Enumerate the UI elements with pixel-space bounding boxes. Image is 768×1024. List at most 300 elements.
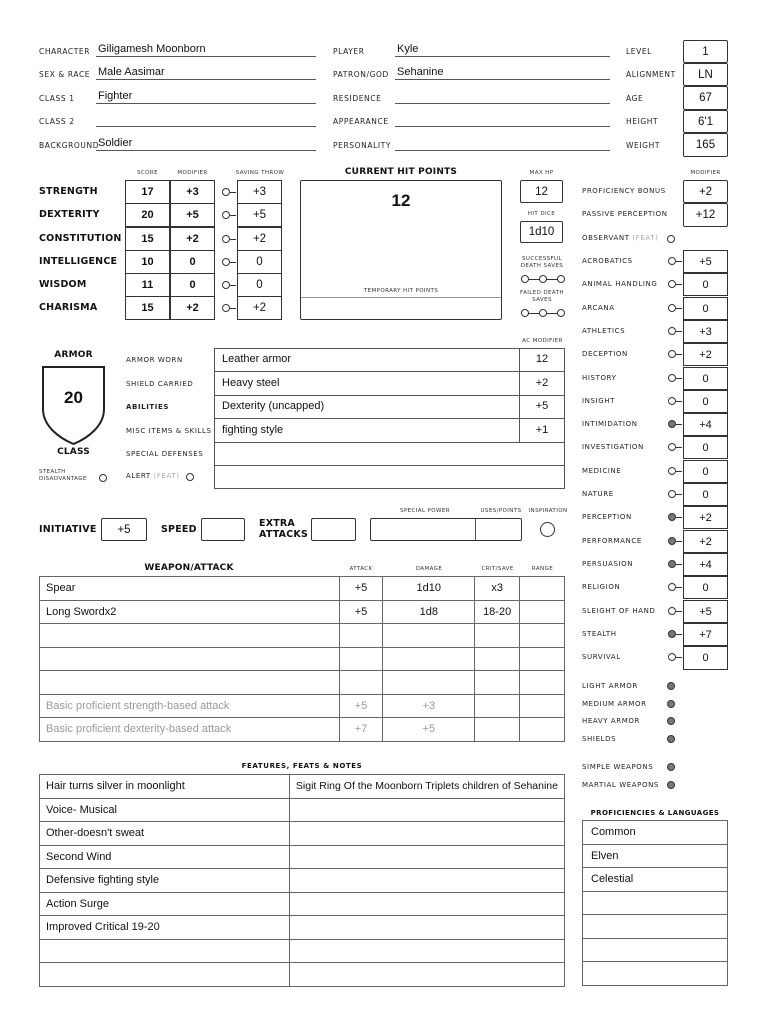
score-header: SCORE <box>137 170 158 176</box>
language-row[interactable] <box>583 844 728 868</box>
skill-row[interactable] <box>582 646 732 669</box>
language-name <box>583 962 728 986</box>
ac-modifier-header: AC MODIFIER <box>522 338 563 344</box>
armor-row-label: ARMOR WORN <box>126 356 183 364</box>
skill-modifier[interactable]: 0 <box>683 436 728 459</box>
armor-row[interactable] <box>214 395 565 419</box>
ability-modifier[interactable]: 0 <box>170 250 215 274</box>
language-row[interactable] <box>583 868 728 892</box>
saving-throw-proficiency-toggle[interactable] <box>222 235 230 243</box>
right-modifier-header: MODIFIER <box>690 170 721 176</box>
ability-score[interactable]: 17 <box>125 180 170 204</box>
range-header: RANGE <box>531 566 554 572</box>
armor-row[interactable] <box>214 442 565 466</box>
ability-modifier[interactable]: +5 <box>170 203 215 227</box>
weapon-row[interactable] <box>40 600 565 624</box>
sex-race-label: SEX & RACE <box>39 70 91 79</box>
weapon-range <box>520 671 565 695</box>
height-field[interactable]: 6'1 <box>683 110 728 133</box>
weapon-name: Basic proficient strength-based attack <box>40 694 340 718</box>
saving-throw-value[interactable]: +3 <box>237 180 282 204</box>
weapon-name <box>40 624 340 648</box>
feature-right <box>289 798 564 822</box>
damage-header: DAMAGE <box>415 566 443 572</box>
ability-modifier[interactable]: +2 <box>170 296 215 320</box>
failed-save-1[interactable] <box>521 309 529 317</box>
feature-row[interactable] <box>40 822 565 846</box>
saving-throw-proficiency-toggle[interactable] <box>222 188 230 196</box>
personality-field[interactable] <box>395 137 610 151</box>
armor-row-modifier: 12 <box>535 353 549 365</box>
feature-left: Second Wind <box>40 845 290 869</box>
weapon-proficiency-toggle[interactable] <box>667 763 675 771</box>
skill-connector <box>676 657 682 658</box>
armor-row-value: Heavy steel <box>222 377 280 389</box>
weapon-attack <box>339 671 383 695</box>
feature-right <box>289 822 564 846</box>
alignment-label: ALIGNMENT <box>626 70 676 79</box>
skill-connector <box>676 447 682 448</box>
saving-throw-connector <box>230 239 236 240</box>
skill-modifier[interactable]: 0 <box>683 483 728 506</box>
alert-feat-toggle[interactable] <box>186 473 194 481</box>
success-save-1[interactable] <box>521 275 529 283</box>
skill-row[interactable] <box>582 530 732 553</box>
ability-score[interactable]: 10 <box>125 250 170 274</box>
weapon-attack: +5 <box>339 577 383 601</box>
age-label: AGE <box>626 94 644 103</box>
skill-row[interactable] <box>582 273 732 296</box>
weapon-damage <box>383 647 475 671</box>
alignment-field[interactable]: LN <box>683 63 728 86</box>
skill-name: ARCANA <box>582 304 615 312</box>
feature-left: Improved Critical 19-20 <box>40 916 290 940</box>
armor-proficiency-label: SHIELDS <box>582 735 617 743</box>
language-row[interactable] <box>583 938 728 962</box>
armor-row-modifier: +5 <box>535 400 549 412</box>
skill-row[interactable] <box>582 320 732 343</box>
skill-name: INSIGHT <box>582 397 615 405</box>
weapon-row[interactable] <box>40 577 565 601</box>
feature-left <box>40 939 290 963</box>
feature-left: Other-doesn't sweat <box>40 822 290 846</box>
armor-proficiency-toggle[interactable] <box>667 700 675 708</box>
skill-connector <box>676 634 682 635</box>
weapon-proficiency-label: MARTIAL WEAPONS <box>582 781 659 789</box>
weapon-proficiency-toggle[interactable] <box>667 781 675 789</box>
skill-proficiency-toggle[interactable] <box>668 653 676 661</box>
skill-modifier[interactable]: 0 <box>683 297 728 320</box>
failed-saves-track[interactable] <box>521 309 565 319</box>
weapon-attack <box>339 624 383 648</box>
ability-score[interactable]: 15 <box>125 227 170 251</box>
success-save-2[interactable] <box>539 275 547 283</box>
skill-connector <box>676 611 682 612</box>
armor-row-modifier: +1 <box>535 424 549 436</box>
weapon-name <box>40 647 340 671</box>
skill-row[interactable] <box>582 553 732 576</box>
alert-feat-tag: (FEAT) <box>153 472 180 480</box>
ability-modifier[interactable]: 0 <box>170 273 215 297</box>
skill-modifier[interactable]: 0 <box>683 646 728 670</box>
feature-left: Voice- Musical <box>40 798 290 822</box>
skill-connector <box>676 261 682 262</box>
skill-row[interactable] <box>582 576 732 599</box>
skill-proficiency-toggle[interactable] <box>668 443 676 451</box>
saving-throw-connector <box>230 308 236 309</box>
class2-field[interactable] <box>96 113 316 127</box>
skill-proficiency-toggle[interactable] <box>668 304 676 312</box>
skill-connector <box>676 354 682 355</box>
saving-throw-proficiency-toggle[interactable] <box>222 258 230 266</box>
residence-label: RESIDENCE <box>333 94 382 103</box>
saving-throw-connector <box>230 285 236 286</box>
class1-label: CLASS 1 <box>39 94 75 103</box>
language-name: Celestial <box>583 868 728 892</box>
saving-throw-proficiency-toggle[interactable] <box>222 304 230 312</box>
observant-feat-toggle[interactable] <box>667 235 675 243</box>
weapon-crit <box>475 624 520 648</box>
weapon-row[interactable] <box>40 624 565 648</box>
ability-name: WISDOM <box>39 279 87 290</box>
skill-row[interactable] <box>582 460 732 483</box>
saving-throw-proficiency-toggle[interactable] <box>222 281 230 289</box>
success-saves-track[interactable] <box>521 275 565 285</box>
skill-name: ACROBATICS <box>582 257 633 265</box>
alert-label <box>126 472 180 480</box>
language-row[interactable] <box>583 891 728 915</box>
proficiency-bonus-label: PROFICIENCY BONUS <box>582 187 666 195</box>
armor-row-value: fighting style <box>222 424 284 436</box>
player-field[interactable]: Kyle <box>395 43 610 57</box>
skill-modifier[interactable]: 0 <box>683 390 728 413</box>
language-name <box>583 938 728 962</box>
weapon-damage: 1d8 <box>383 600 475 624</box>
armor-proficiency-label: LIGHT ARMOR <box>582 682 638 690</box>
observant-feat-tag: (FEAT) <box>632 234 659 242</box>
weapon-row[interactable] <box>40 694 565 718</box>
age-field[interactable]: 67 <box>683 86 728 110</box>
languages-title: PROFICIENCIES & LANGUAGES <box>590 809 720 817</box>
ability-modifier[interactable]: +2 <box>170 227 215 251</box>
character-label: CHARACTER <box>39 47 91 56</box>
weapon-damage: 1d10 <box>383 577 475 601</box>
feature-right: Sigit Ring Of the Moonborn Triplets children of Sehanine <box>289 775 564 799</box>
weapon-attack: +7 <box>339 718 383 742</box>
player-label: PLAYER <box>333 47 365 56</box>
background-field[interactable]: Soldier <box>96 137 316 151</box>
class2-label: CLASS 2 <box>39 117 75 126</box>
ability-name: INTELLIGENCE <box>39 256 118 267</box>
inspiration-toggle[interactable] <box>540 522 555 537</box>
temp-hp-label: TEMPORARY HIT POINTS <box>363 288 439 294</box>
skill-proficiency-toggle[interactable] <box>668 374 676 382</box>
skill-row[interactable] <box>582 436 732 459</box>
language-name <box>583 915 728 939</box>
armor-row-label: SPECIAL DEFENSES <box>126 450 204 458</box>
skill-name: HISTORY <box>582 374 617 382</box>
skill-connector <box>676 378 682 379</box>
weapon-crit <box>475 694 520 718</box>
language-row[interactable] <box>583 962 728 986</box>
armor-row[interactable] <box>214 372 565 396</box>
skill-modifier[interactable]: 0 <box>683 367 728 390</box>
skill-proficiency-toggle[interactable] <box>668 607 676 615</box>
armor-row-blank[interactable] <box>214 465 565 489</box>
armor-proficiency-toggle[interactable] <box>667 717 675 725</box>
saving-throw-value[interactable]: +2 <box>237 227 282 251</box>
skill-modifier[interactable]: 0 <box>683 576 728 599</box>
ability-score[interactable]: 20 <box>125 203 170 227</box>
ability-modifier[interactable]: +3 <box>170 180 215 204</box>
level-label: LEVEL <box>626 47 652 56</box>
stealth-disadvantage-toggle[interactable] <box>99 474 107 482</box>
personality-label: PERSONALITY <box>333 141 392 150</box>
skill-proficiency-toggle[interactable] <box>668 537 676 545</box>
armor-row-label: MISC ITEMS & SKILLS <box>126 427 212 435</box>
weapon-name: Spear <box>40 577 340 601</box>
skill-row[interactable] <box>582 483 732 506</box>
feature-row[interactable] <box>40 869 565 893</box>
skill-modifier[interactable]: 0 <box>683 273 728 296</box>
skill-proficiency-toggle[interactable] <box>668 513 676 521</box>
weapon-attack <box>339 647 383 671</box>
saving-throw-connector <box>230 262 236 263</box>
skill-connector <box>676 401 682 402</box>
hit-dice-field[interactable]: 1d10 <box>520 221 563 243</box>
feature-row[interactable] <box>40 939 565 963</box>
skill-name: NATURE <box>582 490 614 498</box>
passive-perception-field[interactable]: +12 <box>683 203 728 227</box>
skill-connector <box>676 424 682 425</box>
skill-row[interactable] <box>582 623 732 646</box>
saving-throw-value[interactable]: 0 <box>237 273 282 297</box>
initiative-label: INITIATIVE <box>39 524 97 535</box>
max-hp-field[interactable]: 12 <box>520 180 563 203</box>
weapon-name <box>40 671 340 695</box>
failed-save-2[interactable] <box>539 309 547 317</box>
skill-connector <box>676 331 682 332</box>
skill-name: ATHLETICS <box>582 327 626 335</box>
armor-row-modifier: +2 <box>535 377 549 389</box>
skill-proficiency-toggle[interactable] <box>668 583 676 591</box>
armor-class-label: CLASS <box>57 447 90 457</box>
skill-proficiency-toggle[interactable] <box>668 350 676 358</box>
weapon-range <box>520 718 565 742</box>
feature-row[interactable] <box>40 963 565 987</box>
skill-connector <box>676 308 682 309</box>
skill-proficiency-toggle[interactable] <box>668 560 676 568</box>
weapon-row[interactable] <box>40 671 565 695</box>
skill-modifier[interactable]: +2 <box>683 530 728 553</box>
appearance-field[interactable] <box>395 113 610 127</box>
appearance-label: APPEARANCE <box>333 117 389 126</box>
language-row[interactable] <box>583 821 728 845</box>
skill-modifier[interactable]: +3 <box>683 320 728 343</box>
feature-row[interactable] <box>40 892 565 916</box>
speed-field[interactable] <box>201 518 245 541</box>
weapon-damage: +3 <box>383 694 475 718</box>
observant-label-text: OBSERVANT <box>582 234 630 242</box>
weapon-row[interactable] <box>40 647 565 671</box>
feature-right <box>289 916 564 940</box>
skill-proficiency-toggle[interactable] <box>668 280 676 288</box>
armor-row[interactable] <box>214 348 565 372</box>
feature-left <box>40 963 290 987</box>
skill-name: PERCEPTION <box>582 513 632 521</box>
saving-throw-value[interactable]: 0 <box>237 250 282 274</box>
armor-row-value: Dexterity (uncapped) <box>222 400 325 412</box>
uses-points-divider <box>475 519 476 540</box>
level-field[interactable]: 1 <box>683 40 728 63</box>
failed-save-3[interactable] <box>557 309 565 317</box>
skill-proficiency-toggle[interactable] <box>668 257 676 265</box>
ability-name: DEXTERITY <box>39 209 100 220</box>
skill-modifier[interactable]: +2 <box>683 506 728 529</box>
extra-attacks-label: EXTRA ATTACKS <box>259 518 308 540</box>
saving-throw-connector <box>230 192 236 193</box>
skill-proficiency-toggle[interactable] <box>668 467 676 475</box>
weapon-range <box>520 624 565 648</box>
skill-connector <box>676 284 682 285</box>
skill-row[interactable] <box>582 413 732 436</box>
weapon-name: Long Swordx2 <box>40 600 340 624</box>
weapon-attack-title: WEAPON/ATTACK <box>144 563 234 573</box>
sex-race-field[interactable]: Male Aasimar <box>96 66 316 80</box>
armor-row[interactable] <box>214 419 565 443</box>
feature-right <box>289 939 564 963</box>
skill-proficiency-toggle[interactable] <box>668 630 676 638</box>
patron-field[interactable]: Sehanine <box>395 66 610 80</box>
saving-throw-value[interactable]: +5 <box>237 203 282 227</box>
ability-name: STRENGTH <box>39 186 98 197</box>
skill-row[interactable] <box>582 297 732 320</box>
success-save-3[interactable] <box>557 275 565 283</box>
skill-name: INVESTIGATION <box>582 443 644 451</box>
ability-name: CHARISMA <box>39 302 98 313</box>
saving-throw-proficiency-toggle[interactable] <box>222 211 230 219</box>
ability-name: CONSTITUTION <box>39 233 122 244</box>
inspiration-label: INSPIRATION <box>528 508 568 514</box>
initiative-field[interactable]: +5 <box>101 518 147 541</box>
skill-row[interactable] <box>582 506 732 529</box>
special-power-label: SPECIAL POWER <box>400 508 450 514</box>
skill-row[interactable] <box>582 600 732 623</box>
current-hp-box[interactable] <box>300 180 502 320</box>
hit-dice-label: HIT DICE <box>527 211 556 217</box>
skill-modifier[interactable]: 0 <box>683 460 728 483</box>
current-hp-value: 12 <box>391 191 411 210</box>
skill-connector <box>676 471 682 472</box>
armor-proficiency-toggle[interactable] <box>667 682 675 690</box>
skill-connector <box>676 587 682 588</box>
weight-label: WEIGHT <box>626 141 660 150</box>
current-hp-title: CURRENT HIT POINTS <box>344 167 458 177</box>
class1-field[interactable]: Fighter <box>96 90 316 104</box>
weapon-crit <box>475 718 520 742</box>
language-row[interactable] <box>583 915 728 939</box>
patron-label: PATRON/GOD <box>333 70 389 79</box>
feature-left: Defensive fighting style <box>40 869 290 893</box>
ability-score[interactable]: 11 <box>125 273 170 297</box>
skill-row[interactable] <box>582 367 732 390</box>
attack-header: ATTACK <box>349 566 373 572</box>
armor-class-value[interactable]: 20 <box>64 388 83 407</box>
residence-field[interactable] <box>395 90 610 104</box>
weapon-crit <box>475 671 520 695</box>
armor-title: ARMOR <box>54 350 93 360</box>
weapon-row[interactable] <box>40 718 565 742</box>
armor-proficiency-toggle[interactable] <box>667 735 675 743</box>
features-table <box>39 774 565 987</box>
character-field[interactable]: Giligamesh Moonborn <box>96 43 316 57</box>
skill-modifier[interactable]: +4 <box>683 553 728 576</box>
extra-attacks-field[interactable] <box>311 518 356 541</box>
skill-row[interactable] <box>582 343 732 366</box>
weapon-attack: +5 <box>339 694 383 718</box>
skill-name: SLEIGHT OF HAND <box>582 607 656 615</box>
skill-proficiency-toggle[interactable] <box>668 490 676 498</box>
weapon-crit <box>475 647 520 671</box>
speed-label: SPEED <box>161 524 197 535</box>
skill-row[interactable] <box>582 250 732 273</box>
feature-row[interactable] <box>40 798 565 822</box>
weapons-table <box>39 576 565 742</box>
skill-proficiency-toggle[interactable] <box>668 327 676 335</box>
armor-proficiency-label: HEAVY ARMOR <box>582 717 640 725</box>
feature-row[interactable] <box>40 775 565 799</box>
skill-modifier[interactable]: +4 <box>683 413 728 436</box>
feature-row[interactable] <box>40 845 565 869</box>
crit-save-header: CRIT/SAVE <box>481 566 514 572</box>
weapon-attack: +5 <box>339 600 383 624</box>
background-label: BACKGROUND <box>39 141 100 150</box>
skill-row[interactable] <box>582 390 732 413</box>
skill-proficiency-toggle[interactable] <box>668 420 676 428</box>
skill-connector <box>676 517 682 518</box>
weapon-damage: +5 <box>383 718 475 742</box>
armor-proficiency-label: MEDIUM ARMOR <box>582 700 647 708</box>
weapon-damage <box>383 624 475 648</box>
weapon-crit: x3 <box>475 577 520 601</box>
armor-row-label: ABILITIES <box>126 403 170 411</box>
language-name: Elven <box>583 844 728 868</box>
feature-right <box>289 869 564 893</box>
skill-modifier[interactable]: +5 <box>683 600 728 623</box>
height-label: HEIGHT <box>626 117 659 126</box>
skill-name: PERFORMANCE <box>582 537 642 545</box>
skill-name: SURVIVAL <box>582 653 621 661</box>
skill-modifier[interactable]: +7 <box>683 623 728 646</box>
ability-score[interactable]: 15 <box>125 296 170 320</box>
observant-label <box>582 234 658 242</box>
feature-right <box>289 845 564 869</box>
skill-modifier[interactable]: +2 <box>683 343 728 366</box>
skill-connector <box>676 541 682 542</box>
weapon-name: Basic proficient dexterity-based attack <box>40 718 340 742</box>
proficiency-bonus-field[interactable]: +2 <box>683 180 728 203</box>
skill-modifier[interactable]: +5 <box>683 250 728 273</box>
special-power-field[interactable] <box>370 518 522 541</box>
weight-field[interactable]: 165 <box>683 133 728 157</box>
saving-throw-value[interactable]: +2 <box>237 296 282 320</box>
skill-proficiency-toggle[interactable] <box>668 397 676 405</box>
feature-row[interactable] <box>40 916 565 940</box>
skill-name: DECEPTION <box>582 350 628 358</box>
weapon-crit: 18-20 <box>475 600 520 624</box>
armor-row-value: Leather armor <box>222 353 292 365</box>
weapon-range <box>520 577 565 601</box>
